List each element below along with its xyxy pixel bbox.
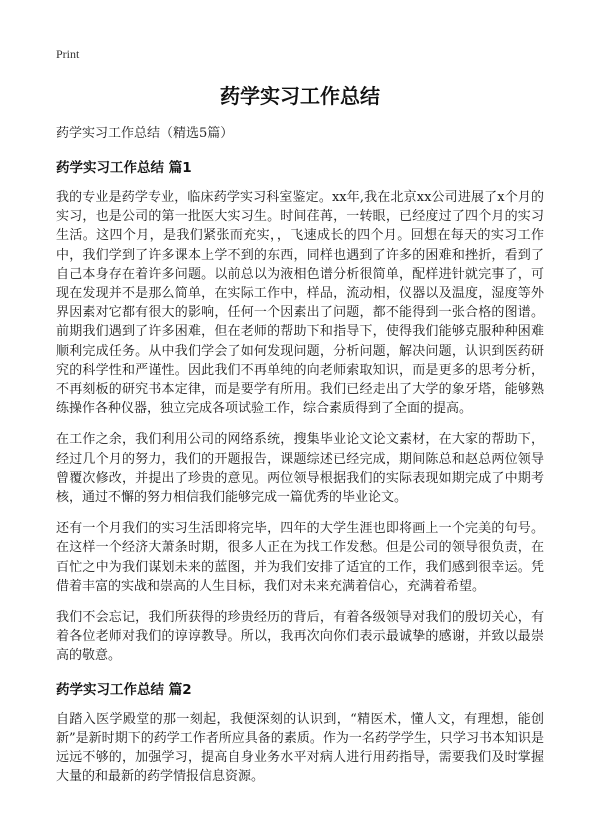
section-1 — [56, 158, 544, 666]
document-title: 药学实习工作总结 — [220, 84, 380, 108]
paragraph: 还有一个月我们的实习生活即将完毕，四年的大学生涯也即将画上一个完美的句号。在这样一个经济大萧条时期，很多人正在为找工作发愁。但是公司的领导很负责，在百忙之中为我们谋划未来的蓝图，并为我们安排了适宜的工作，我们感到很幸运。凭借着丰富的实战和崇高的人生目标，我们对未来充满着信心，充满着希望。 — [56, 521, 544, 594]
paragraph: 我的专业是药学专业，临床药学实习科室鉴定。xx年,我在北京xx公司进展了x个月的实习，也是公司的第一批医大实习生。时间荏苒，一转眼，已经度过了四个月的实习生活。这四个月，是我们紧张而充实，，飞速成长的四个月。回想在每天的实习工作中，我们学到了许多课本上学不到的东西，同样也遇到了许多的困难和挫折，看到了自己本身存在着许多问题。以前总以为液相色谱分析很简单，配样进针就完事了，可现在发现并不是那么简单，在实际工作中，样品，流动相，仪器以及温度，湿度等外界因素对它都有很大的影响，任何一个因素出了问题，都不能得到一张合格的图谱。前期我们遇到了许多困难，但在老师的帮助下和指导下，使得我们能够克服种种困难顺利完成任务。从中我们学会了如何发现问题，分析问题，解决问题，认识到医药研究的科学性和严谨性。因此我们不再单纯的向老师索取知识，而是更多的思考分析，不再刻板的研究书本定律，而是要学有所用。我们已经走出了大学的象牙塔，能够熟练操作各种仪器，独立完成各项试验工作，综合素质得到了全面的提高。 — [56, 190, 544, 417]
print-link[interactable]: Print — [56, 47, 80, 61]
section-heading: 药学实习工作总结 篇2 — [56, 681, 192, 698]
paragraph: 在工作之余，我们利用公司的网络系统，搜集毕业论文论文素材，在大家的帮助下，经过几个月的努力，我们的开题报告，课题综述已经完成，期间陈总和赵总两位领导曾覆次修改，并提出了珍贵的意见。两位领导根据我们的实际表现如期完成了中期考核，通过不懈的努力相信我们能够完成一篇优秀的毕业论文。 — [56, 432, 544, 506]
paragraph: 自踏入医学殿堂的那一刻起，我便深刻的认识到，“精医术，懂人文，有理想，能创新”是新时期下的药学工作者所应具备的素质。作为一名药学学生，只学习书本知识是远远不够的，加强学习，提高自身业务水平对病人进行用药指导，需要我们及时掌握大量的和最新的药学情报信息资源。 — [56, 711, 544, 785]
section-heading: 药学实习工作总结 篇1 — [56, 160, 192, 176]
paragraph: 我们不会忘记，我们所获得的珍贵经历的背后，有着各级领导对我们的殷切关心，有着各位老师对我们的谆谆教导。所以，我再次向你们表示最诚挚的感谢，并致以最崇高的敬意。 — [56, 610, 544, 664]
document-subtitle: 药学实习工作总结（精选5篇） — [56, 126, 234, 141]
section-2 — [56, 680, 544, 787]
